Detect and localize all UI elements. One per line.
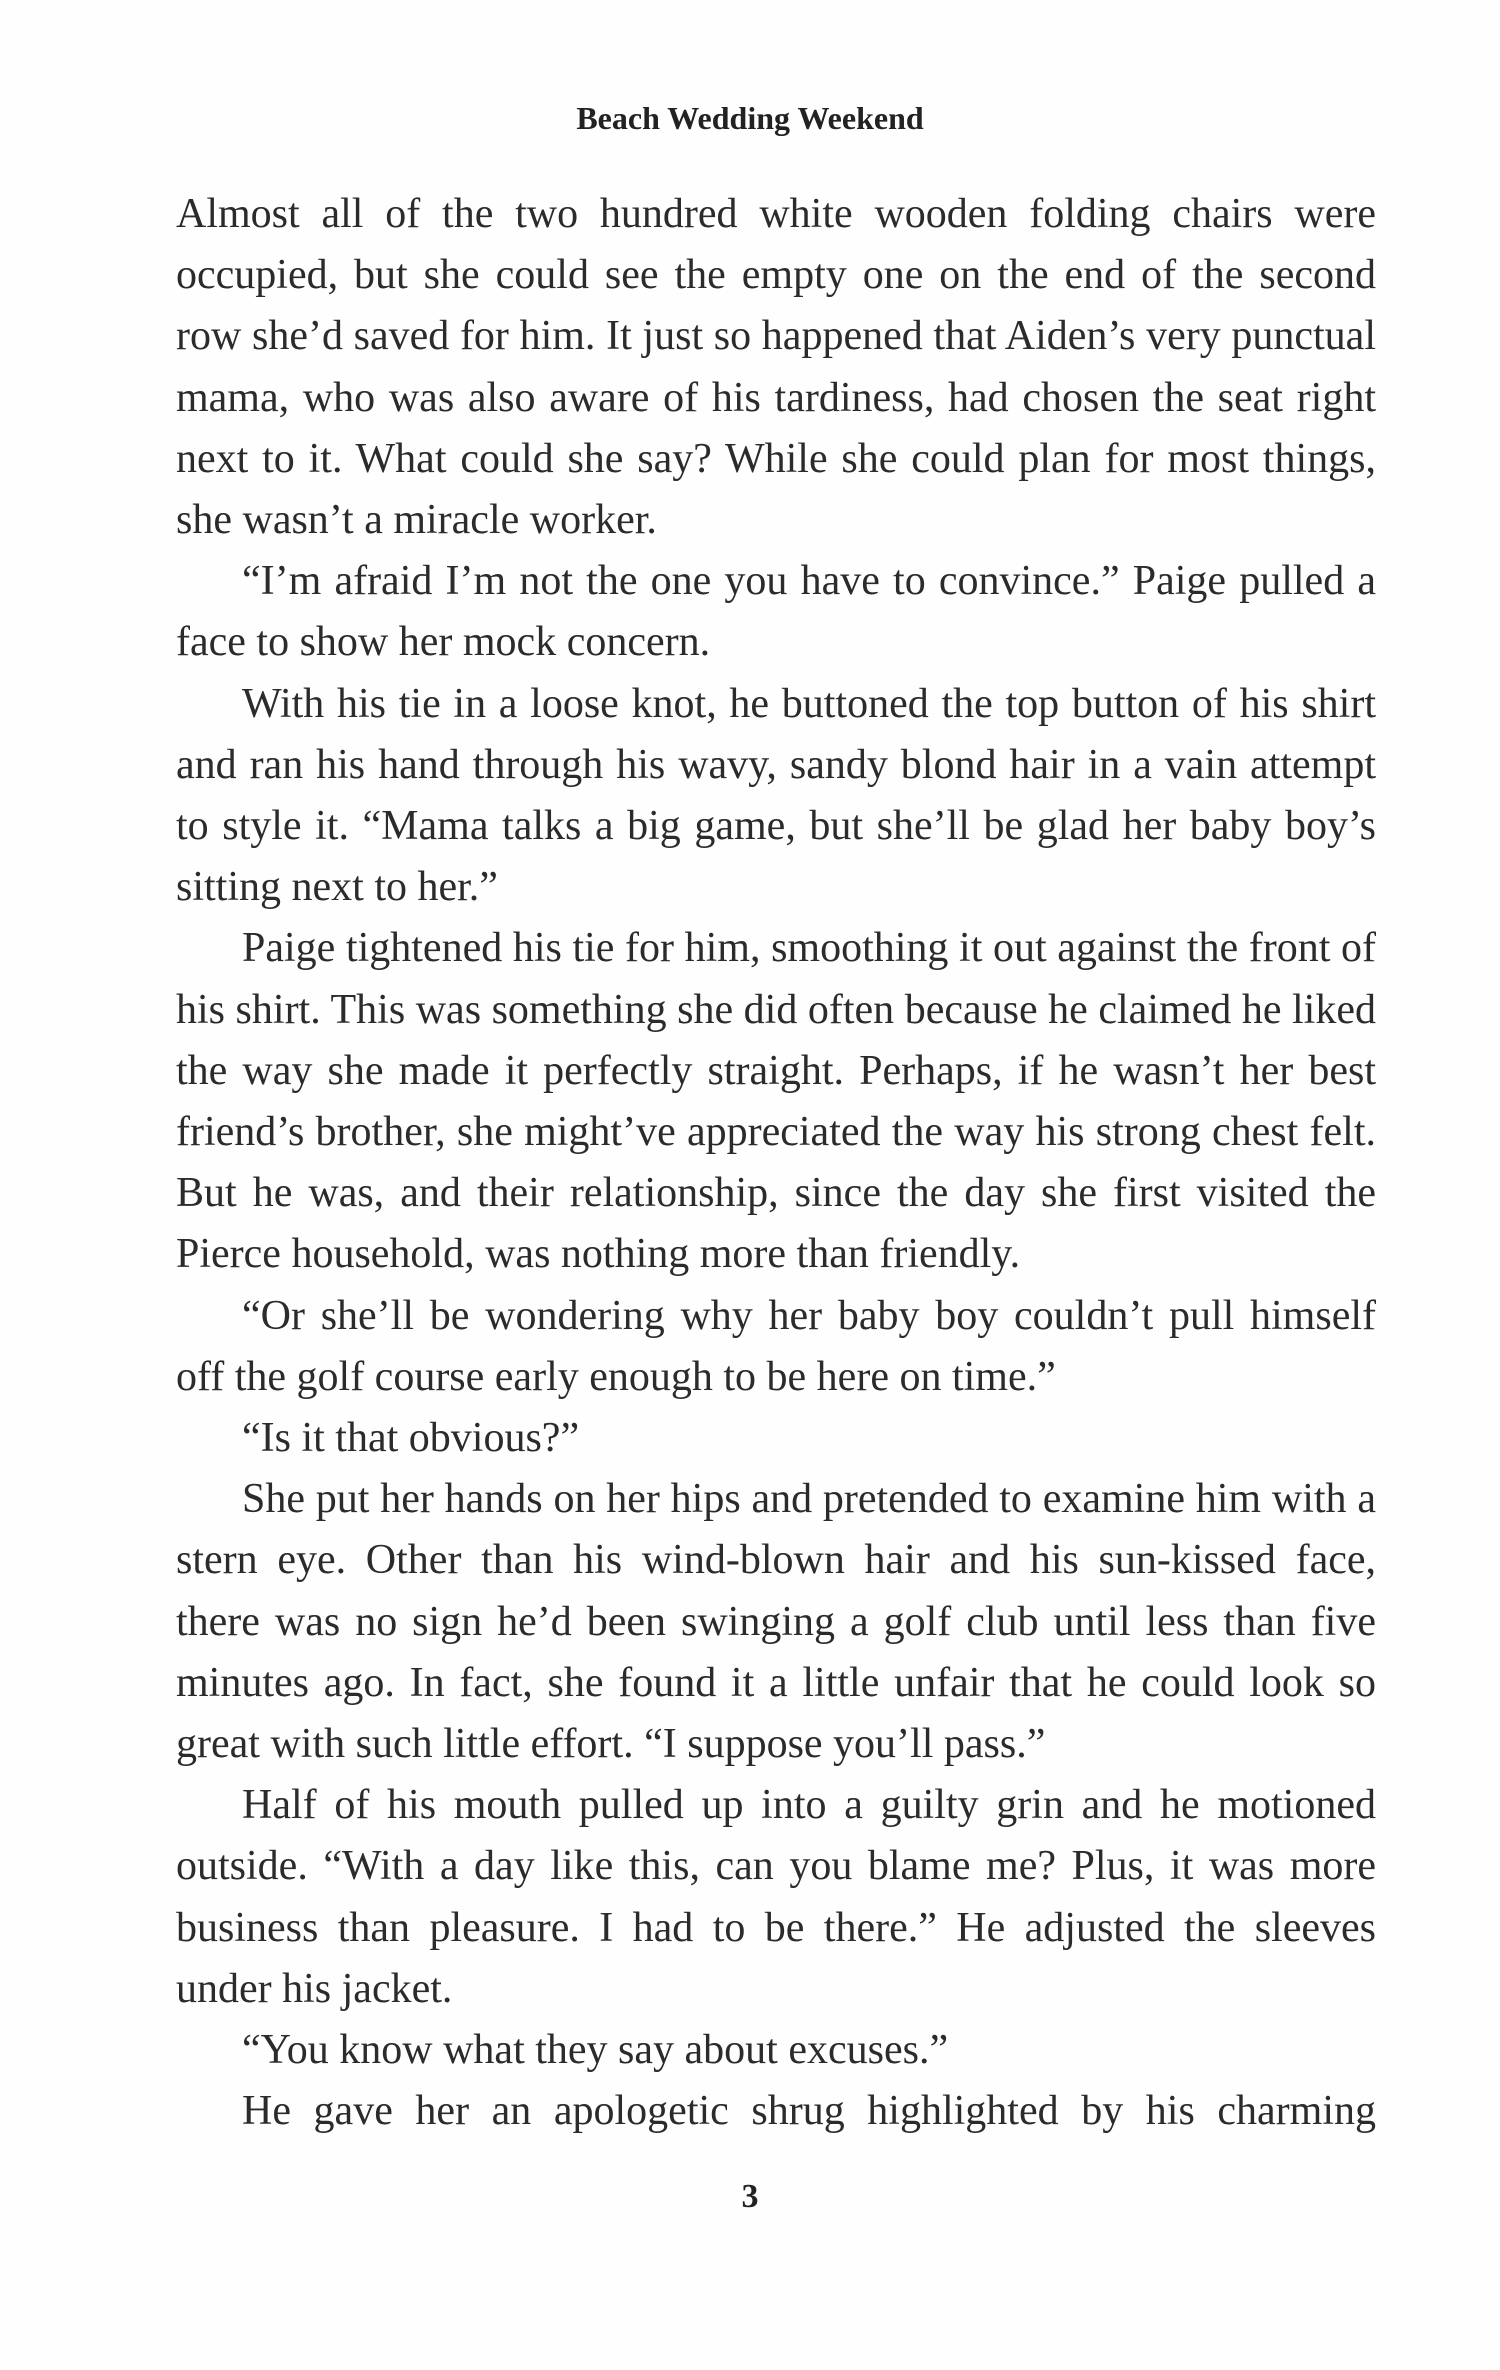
running-head: Beach Wedding Weekend: [576, 100, 924, 136]
paragraph: “Is it that obvious?”: [242, 1415, 580, 1462]
paragraph: Half of his mouth pulled up into a guilty grin and he motioned outside. “With a day like this, can you blame me? Plus, it was more business than pleasure. I had to be there.” He adjusted the sleeves under his jacket.: [176, 1782, 1376, 2012]
paragraph: Paige tightened his tie for him, smoothing it out against the front of his shirt. This was something she did often because he claimed he liked the way she made it perfectly straight. Perhaps, if he wasn’t her best friend’s brother, she might’ve appreciated the way his strong chest felt. But he was, and their relationship, since the day she first visited the Pierce household, was nothing more than friendly.: [176, 925, 1376, 1278]
paragraph: “Or she’ll be wondering why her baby boy couldn’t pull himself off the golf course early enough to be here on time.”: [176, 1292, 1376, 1400]
paragraph: She put her hands on her hips and pretended to examine him with a stern eye. Other than his wind-blown hair and his sun-kissed face, there was no sign he’d been swinging a golf club until less than five minutes ago. In fact, she found it a little unfair that he could look so great with such little effort. “I suppose you’ll pass.”: [176, 1476, 1376, 1768]
page-number: 3: [741, 2178, 759, 2215]
paragraph: With his tie in a loose knot, he buttoned the top button of his shirt and ran his hand through his wavy, sandy blond hair in a vain attempt to style it. “Mama talks a big game, but she’ll be glad her baby boy’s sitting next to her.”: [176, 680, 1376, 911]
paragraph: “I’m afraid I’m not the one you have to convince.” Paige pulled a face to show her mock concern.: [176, 558, 1376, 666]
paragraph: Almost all of the two hundred white wooden folding chairs were occupied, but she could see the empty one on the end of the second row she’d saved for him. It just so happened that Aiden’s very punctual mama, who was also aware of his tardiness, had chosen the seat right next to it. What could she say? While she could plan for most things, she wasn’t a miracle worker.: [176, 191, 1376, 544]
paragraph: He gave her an apologetic shrug highlighted by his charming: [242, 2088, 1376, 2135]
body-text: [176, 184, 1376, 2143]
paragraph: “You know what they say about excuses.”: [242, 2027, 949, 2074]
